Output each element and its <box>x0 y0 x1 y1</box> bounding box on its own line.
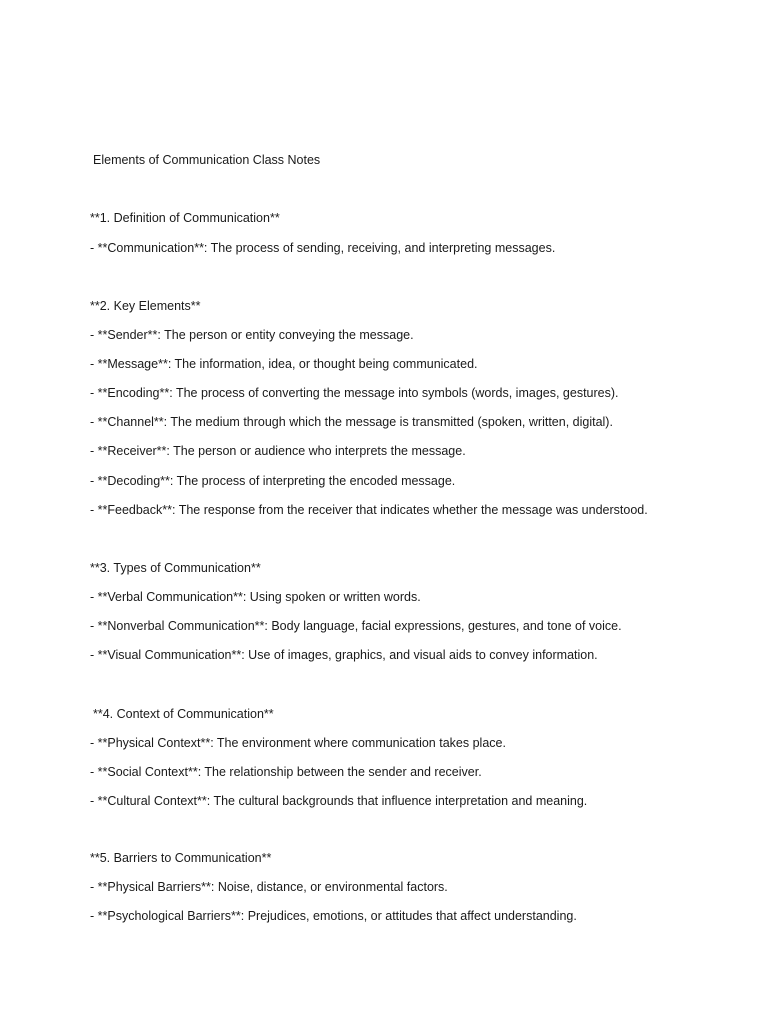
list-item: - **Receiver**: The person or audience who interprets the message. <box>90 444 466 458</box>
list-item: - **Encoding**: The process of converting the message into symbols (words, images, gestures). <box>90 386 619 400</box>
list-item: - **Psychological Barriers**: Prejudices, emotions, or attitudes that affect understanding. <box>90 909 577 923</box>
list-item: - **Decoding**: The process of interpreting the encoded message. <box>90 474 456 488</box>
list-item: - **Feedback**: The response from the receiver that indicates whether the message was understood. <box>90 503 648 517</box>
section-heading: **4. Context of Communication** <box>93 707 274 721</box>
list-item: - **Communication**: The process of sending, receiving, and interpreting messages. <box>90 241 556 255</box>
section-heading: **2. Key Elements** <box>90 299 201 313</box>
list-item: - **Channel**: The medium through which the message is transmitted (spoken, written, digital). <box>90 415 613 429</box>
list-item: - **Visual Communication**: Use of images, graphics, and visual aids to convey information. <box>90 648 598 662</box>
section-heading: **3. Types of Communication** <box>90 561 261 575</box>
section-heading: **5. Barriers to Communication** <box>90 851 272 865</box>
list-item: - **Message**: The information, idea, or thought being communicated. <box>90 357 478 371</box>
list-item: - **Verbal Communication**: Using spoken or written words. <box>90 590 421 604</box>
document-title: Elements of Communication Class Notes <box>93 153 321 167</box>
section-heading: **1. Definition of Communication** <box>90 211 280 225</box>
list-item: - **Physical Context**: The environment where communication takes place. <box>90 736 506 750</box>
list-item: - **Social Context**: The relationship between the sender and receiver. <box>90 765 482 779</box>
list-item: - **Physical Barriers**: Noise, distance, or environmental factors. <box>90 880 448 894</box>
list-item: - **Sender**: The person or entity conveying the message. <box>90 328 414 342</box>
list-item: - **Cultural Context**: The cultural backgrounds that influence interpretation and meaning. <box>90 794 588 808</box>
list-item: - **Nonverbal Communication**: Body language, facial expressions, gestures, and tone of voice. <box>90 619 622 633</box>
